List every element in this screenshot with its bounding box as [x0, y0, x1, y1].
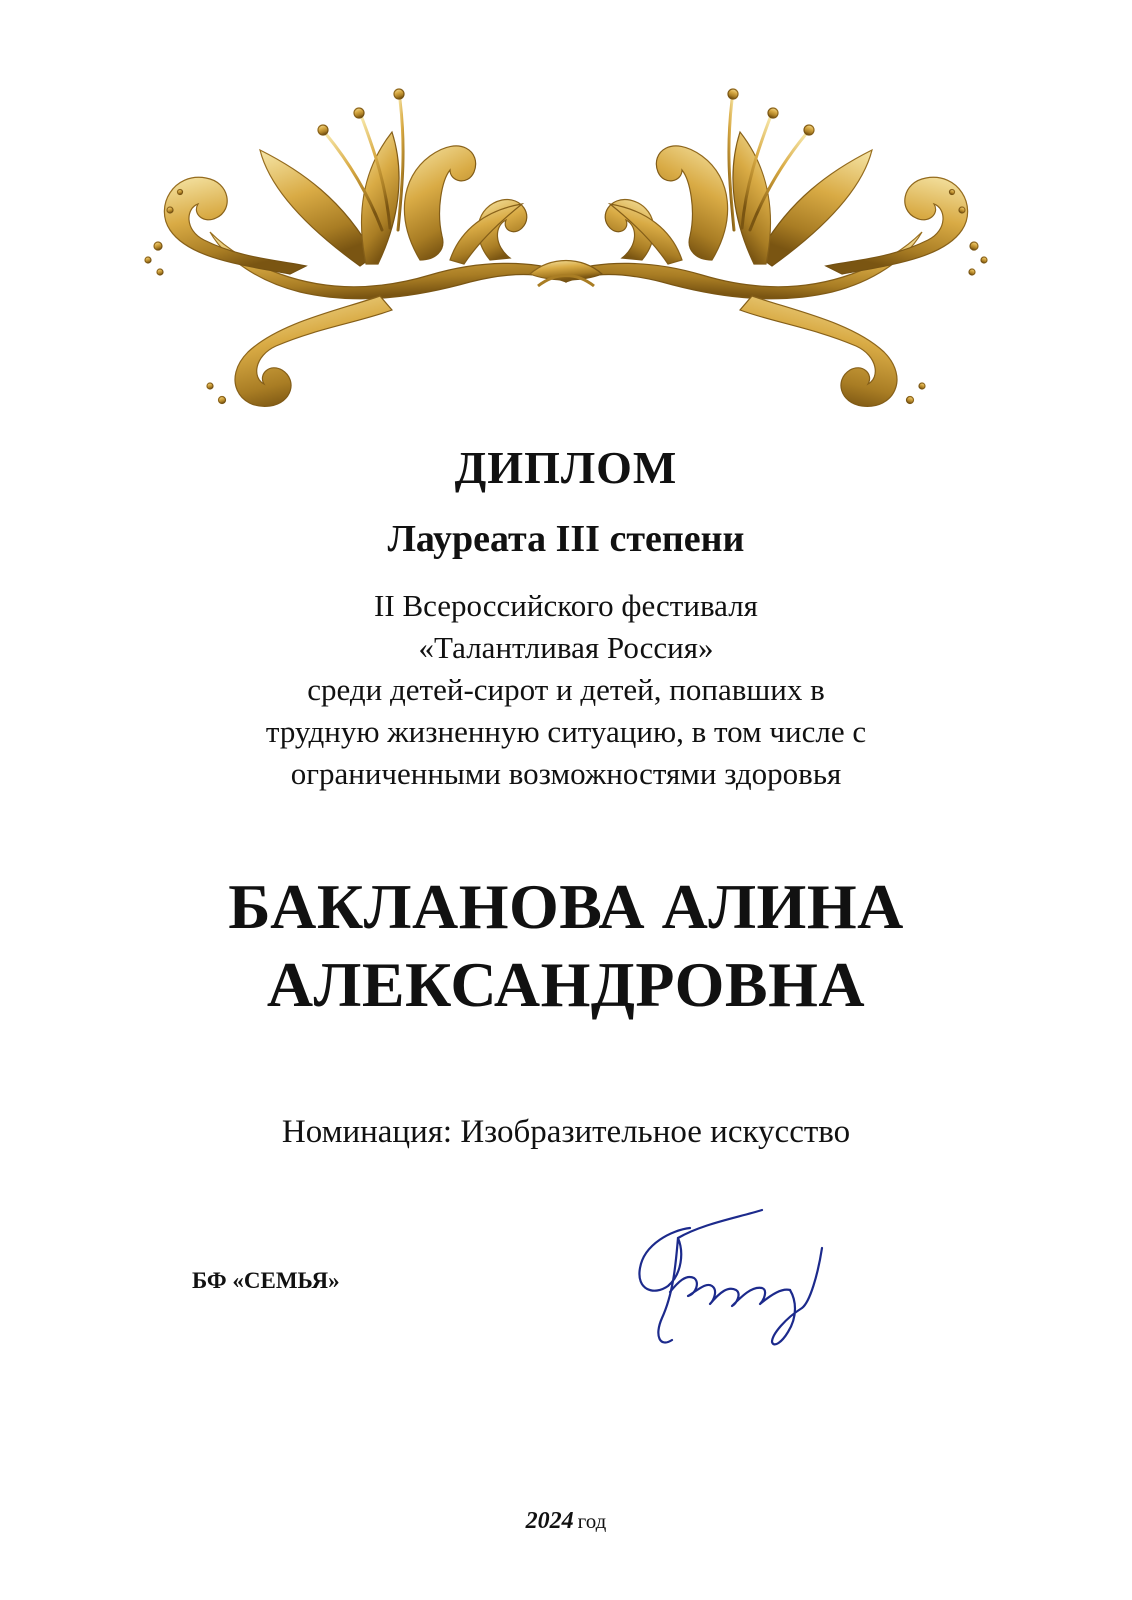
- festival-line: трудную жизненную ситуацию, в том числе с: [265, 714, 867, 749]
- degree-subtitle: Лауреата III степени: [387, 518, 745, 560]
- diploma-title: ДИПЛОМ: [454, 442, 678, 493]
- festival-line: среди детей-сирот и детей, попавших в: [307, 672, 825, 707]
- nomination-text: Номинация: Изобразительное искусство: [281, 1114, 851, 1150]
- festival-line: «Талантливая Россия»: [418, 630, 714, 665]
- festival-description: [0, 585, 1132, 795]
- year-number: 2024: [525, 1508, 574, 1534]
- year-word: год: [577, 1509, 607, 1533]
- handwritten-signature-icon: [632, 1208, 844, 1368]
- recipient-name: [0, 868, 1132, 1024]
- gold-floral-ornament-icon: [130, 60, 1002, 420]
- organization-name: БФ «СЕМЬЯ»: [192, 1268, 340, 1293]
- recipient-name-line: АЛЕКСАНДРОВНА: [266, 949, 866, 1020]
- recipient-name-line: БАКЛАНОВА АЛИНА: [228, 871, 904, 942]
- festival-line: ограниченными возможностями здоровья: [290, 756, 842, 791]
- issue-year: [0, 1506, 1132, 1539]
- festival-line: II Всероссийского фестиваля: [374, 588, 758, 623]
